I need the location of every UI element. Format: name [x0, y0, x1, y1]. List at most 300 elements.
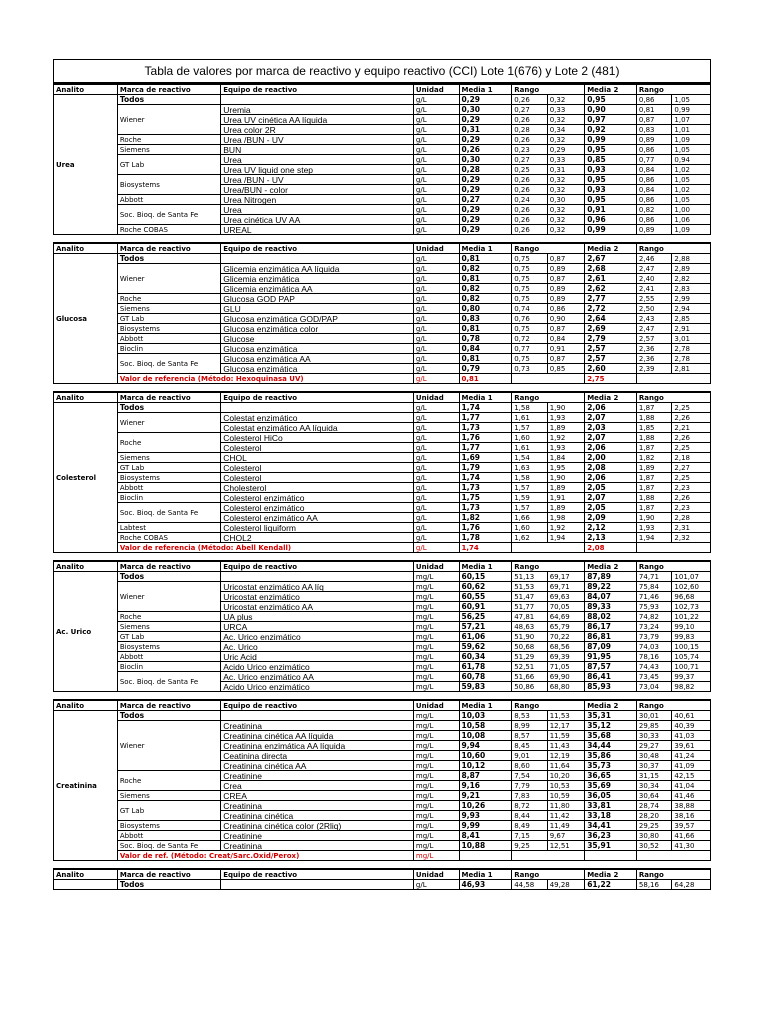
rango2-max-cell: 101,22	[672, 612, 711, 622]
rango2-min-cell: 30,64	[636, 791, 671, 801]
rango2-min-cell: 2,36	[636, 344, 671, 354]
rango1-min-cell: 51,77	[512, 602, 547, 612]
media2-cell: 87,57	[585, 662, 637, 672]
rango1-max-cell: 12,17	[547, 721, 585, 731]
table-row	[54, 195, 711, 205]
media2-cell: 87,89	[585, 572, 637, 582]
equipo-cell: GLU	[221, 304, 414, 314]
media1-cell: 8,41	[459, 831, 512, 841]
rango1-min-cell: 52,51	[512, 662, 547, 672]
marca-cell: GT Lab	[117, 155, 220, 175]
rango2-min-cell: 30,80	[636, 831, 671, 841]
table-row	[54, 433, 711, 443]
unidad-cell: g/L	[413, 334, 459, 344]
table-row	[54, 175, 711, 185]
equipo-cell	[221, 572, 414, 582]
media2-cell: 88,02	[585, 612, 637, 622]
rango2-min-cell: 2,41	[636, 284, 671, 294]
rango2-max-cell: 1,05	[672, 145, 711, 155]
header-rango2: Rango	[636, 700, 710, 711]
unidad-cell: mg/L	[413, 642, 459, 652]
header-media1: Media 1	[459, 869, 512, 880]
marca-cell: Roche	[117, 294, 220, 304]
rango1-max-cell: 0,31	[547, 165, 585, 175]
equipo-cell: UREAL	[221, 225, 414, 235]
equipo-cell: Colesterol HiCo	[221, 433, 414, 443]
rango2-max-cell: 2,26	[672, 413, 711, 423]
media2-cell: 35,73	[585, 761, 637, 771]
rango1-min-cell: 0,72	[512, 334, 547, 344]
header-marca: Marca de reactivo	[117, 84, 220, 95]
table-row	[54, 612, 711, 622]
media1-cell: 0,83	[459, 314, 512, 324]
rango2-max-cell: 41,46	[672, 791, 711, 801]
rango1-min-cell: 51,66	[512, 672, 547, 682]
media2-cell: 0,92	[585, 125, 637, 135]
equipo-cell: Colesterol	[221, 463, 414, 473]
equipo-cell: Urea	[221, 205, 414, 215]
unidad-cell: mg/L	[413, 622, 459, 632]
equipo-cell: Cholesterol	[221, 483, 414, 493]
table-row	[54, 662, 711, 672]
marca-cell: Roche	[117, 135, 220, 145]
rango2-min-cell: 0,77	[636, 155, 671, 165]
header-equipo: Equipo de reactivo	[221, 84, 414, 95]
marca-cell: Bioclin	[117, 493, 220, 503]
equipo-cell	[221, 403, 414, 413]
table-header-row	[54, 392, 711, 403]
rango2-min-cell: 78,16	[636, 652, 671, 662]
equipo-cell: Crea	[221, 781, 414, 791]
media2-cell: 2,60	[585, 364, 637, 374]
media2-cell: 2,79	[585, 334, 637, 344]
unidad-cell: mg/L	[413, 682, 459, 692]
rango1-min-cell: 51,47	[512, 592, 547, 602]
unidad-cell: mg/L	[413, 741, 459, 751]
rango2-min-cell: 30,34	[636, 781, 671, 791]
reference-unidad: mg/L	[413, 851, 459, 861]
marca-cell: Wiener	[117, 721, 220, 771]
reference-media1: 1,74	[459, 543, 512, 553]
unidad-cell: g/L	[413, 145, 459, 155]
media1-cell: 0,29	[459, 185, 512, 195]
media2-cell: 87,09	[585, 642, 637, 652]
unidad-cell: mg/L	[413, 841, 459, 851]
rango1-min-cell: 1,62	[512, 533, 547, 543]
rango1-max-cell: 0,33	[547, 155, 585, 165]
rango2-max-cell: 2,82	[672, 274, 711, 284]
rango1-min-cell: 8,44	[512, 811, 547, 821]
media2-cell: 0,99	[585, 135, 637, 145]
media2-cell: 0,95	[585, 145, 637, 155]
rango2-min-cell: 0,84	[636, 185, 671, 195]
analyte-table	[53, 242, 711, 384]
unidad-cell: mg/L	[413, 831, 459, 841]
unidad-cell: g/L	[413, 314, 459, 324]
rango2-min-cell: 30,37	[636, 761, 671, 771]
rango2-max-cell: 2,27	[672, 463, 711, 473]
rango2-max-cell: 2,81	[672, 364, 711, 374]
marca-cell: Abbott	[117, 652, 220, 662]
rango1-min-cell: 0,75	[512, 324, 547, 334]
rango2-max-cell: 2,26	[672, 493, 711, 503]
rango1-max-cell: 0,32	[547, 95, 585, 105]
rango2-min-cell: 2,50	[636, 304, 671, 314]
unidad-cell: g/L	[413, 513, 459, 523]
table-row	[54, 483, 711, 493]
media1-cell: 9,16	[459, 781, 512, 791]
unidad-cell: g/L	[413, 503, 459, 513]
rango2-max-cell: 38,88	[672, 801, 711, 811]
media1-cell: 0,81	[459, 254, 512, 264]
equipo-cell: Glicemia enzimática	[221, 274, 414, 284]
rango2-max-cell: 1,07	[672, 115, 711, 125]
rango2-min-cell: 2,36	[636, 354, 671, 364]
table-row	[54, 503, 711, 513]
header-rango2: Rango	[636, 561, 710, 572]
unidad-cell: mg/L	[413, 652, 459, 662]
media2-cell: 2,61	[585, 274, 637, 284]
media2-cell: 2,57	[585, 344, 637, 354]
marca-cell: Roche	[117, 771, 220, 791]
unidad-cell: g/L	[413, 105, 459, 115]
media2-cell: 2,64	[585, 314, 637, 324]
table-row	[54, 493, 711, 503]
rango1-max-cell: 1,89	[547, 423, 585, 433]
header-marca: Marca de reactivo	[117, 243, 220, 254]
marca-cell: Biosystems	[117, 821, 220, 831]
rango2-max-cell: 99,37	[672, 672, 711, 682]
rango1-min-cell: 44,58	[512, 880, 547, 890]
table-row	[54, 95, 711, 105]
table-row	[54, 771, 711, 781]
media2-cell: 2,06	[585, 443, 637, 453]
media2-cell: 0,99	[585, 225, 637, 235]
media2-cell: 35,12	[585, 721, 637, 731]
rango1-min-cell: 0,27	[512, 155, 547, 165]
marca-cell: Biosystems	[117, 324, 220, 334]
marca-cell: Abbott	[117, 831, 220, 841]
rango1-min-cell: 1,58	[512, 403, 547, 413]
equipo-cell: UA plus	[221, 612, 414, 622]
media1-cell: 8,87	[459, 771, 512, 781]
rango2-max-cell: 41,04	[672, 781, 711, 791]
rango2-min-cell: 2,46	[636, 254, 671, 264]
rango2-max-cell: 2,25	[672, 403, 711, 413]
media1-cell: 10,26	[459, 801, 512, 811]
media2-cell: 36,65	[585, 771, 637, 781]
marca-cell: Soc. Bioq. de Santa Fe	[117, 354, 220, 374]
equipo-cell: Creatinina enzimática AA líquida	[221, 741, 414, 751]
unidad-cell: g/L	[413, 264, 459, 274]
media1-cell: 0,81	[459, 324, 512, 334]
media2-cell: 0,97	[585, 115, 637, 125]
header-media1: Media 1	[459, 84, 512, 95]
rango1-max-cell: 1,95	[547, 463, 585, 473]
media1-cell: 0,31	[459, 125, 512, 135]
table-row	[54, 791, 711, 801]
header-marca: Marca de reactivo	[117, 869, 220, 880]
rango1-max-cell: 0,89	[547, 294, 585, 304]
media1-cell: 9,99	[459, 821, 512, 831]
reference-media1	[459, 851, 512, 861]
marca-cell: Todos	[117, 711, 220, 721]
media2-cell: 0,90	[585, 105, 637, 115]
header-analito: Analito	[54, 869, 118, 880]
rango2-max-cell: 2,32	[672, 533, 711, 543]
rango2-max-cell: 1,02	[672, 165, 711, 175]
equipo-cell: Ac. Urico enzimático AA	[221, 672, 414, 682]
unidad-cell: g/L	[413, 354, 459, 364]
equipo-cell: Urea cinética UV AA	[221, 215, 414, 225]
rango2-min-cell: 0,82	[636, 205, 671, 215]
rango1-min-cell: 0,75	[512, 354, 547, 364]
header-media2: Media 2	[585, 700, 637, 711]
media2-cell: 86,81	[585, 632, 637, 642]
rango1-max-cell: 0,85	[547, 364, 585, 374]
header-equipo: Equipo de reactivo	[221, 243, 414, 254]
rango2-max-cell: 100,15	[672, 642, 711, 652]
rango2-min-cell: 28,74	[636, 801, 671, 811]
unidad-cell: g/L	[413, 165, 459, 175]
rango2-min-cell: 2,47	[636, 264, 671, 274]
header-analito: Analito	[54, 561, 118, 572]
rango2-max-cell: 1,09	[672, 225, 711, 235]
document-sheet	[53, 59, 711, 890]
rango2-max-cell: 2,26	[672, 433, 711, 443]
equipo-cell: Creatinina	[221, 721, 414, 731]
rango1-max-cell: 12,19	[547, 751, 585, 761]
rango1-max-cell: 69,90	[547, 672, 585, 682]
rango2-min-cell: 58,16	[636, 880, 671, 890]
rango2-max-cell: 1,05	[672, 195, 711, 205]
rango2-max-cell: 1,01	[672, 125, 711, 135]
unidad-cell: mg/L	[413, 711, 459, 721]
media2-cell: 84,07	[585, 592, 637, 602]
marca-cell: Roche	[117, 612, 220, 622]
rango1-max-cell: 11,43	[547, 741, 585, 751]
table-row	[54, 334, 711, 344]
equipo-cell: Glucosa GOD PAP	[221, 294, 414, 304]
equipo-cell: Ceatinina directa	[221, 751, 414, 761]
rango2-min-cell: 1,94	[636, 533, 671, 543]
rango2-min-cell: 30,33	[636, 731, 671, 741]
equipo-cell: Glucose	[221, 334, 414, 344]
rango1-max-cell: 0,87	[547, 324, 585, 334]
media1-cell: 0,29	[459, 205, 512, 215]
marca-cell: Todos	[117, 95, 220, 105]
rango1-min-cell: 1,59	[512, 493, 547, 503]
rango1-max-cell: 1,93	[547, 413, 585, 423]
rango2-max-cell: 2,85	[672, 314, 711, 324]
table-row	[54, 642, 711, 652]
rango2-min-cell: 0,89	[636, 135, 671, 145]
equipo-cell: Uricostat enzimático AA líq	[221, 582, 414, 592]
unidad-cell: g/L	[413, 185, 459, 195]
rango2-max-cell: 42,15	[672, 771, 711, 781]
analito-cell: Colesterol	[54, 403, 118, 553]
table-row	[54, 801, 711, 811]
marca-cell: Todos	[117, 403, 220, 413]
equipo-cell: Colesterol	[221, 473, 414, 483]
rango1-max-cell: 0,32	[547, 115, 585, 125]
media2-cell: 85,93	[585, 682, 637, 692]
rango2-max-cell: 105,74	[672, 652, 711, 662]
table-header-row	[54, 243, 711, 254]
equipo-cell: CHOL	[221, 453, 414, 463]
equipo-cell: Glucosa enzimática	[221, 344, 414, 354]
equipo-cell: Uricostat enzimático AA	[221, 602, 414, 612]
equipo-cell: Acido Urico enzimático	[221, 662, 414, 672]
equipo-cell: Glucosa enzimática color	[221, 324, 414, 334]
reference-rango2-empty	[636, 374, 710, 384]
rango2-min-cell: 1,87	[636, 403, 671, 413]
rango1-min-cell: 8,72	[512, 801, 547, 811]
rango1-max-cell: 0,32	[547, 225, 585, 235]
rango1-max-cell: 1,89	[547, 483, 585, 493]
media1-cell: 60,91	[459, 602, 512, 612]
media1-cell: 1,78	[459, 533, 512, 543]
marca-cell: Abbott	[117, 483, 220, 493]
media1-cell: 0,81	[459, 274, 512, 284]
equipo-cell: Creatinina	[221, 841, 414, 851]
table-row	[54, 632, 711, 642]
rango1-max-cell: 1,94	[547, 533, 585, 543]
rango2-max-cell: 41,03	[672, 731, 711, 741]
rango1-max-cell: 0,87	[547, 274, 585, 284]
rango2-min-cell: 1,85	[636, 423, 671, 433]
unidad-cell: g/L	[413, 125, 459, 135]
rango2-min-cell: 73,24	[636, 622, 671, 632]
header-media2: Media 2	[585, 392, 637, 403]
rango2-max-cell: 40,61	[672, 711, 711, 721]
rango2-max-cell: 2,25	[672, 443, 711, 453]
media2-cell: 2,03	[585, 423, 637, 433]
rango1-min-cell: 0,76	[512, 314, 547, 324]
rango2-min-cell: 29,85	[636, 721, 671, 731]
table-row	[54, 314, 711, 324]
rango1-min-cell: 1,63	[512, 463, 547, 473]
unidad-cell: mg/L	[413, 592, 459, 602]
equipo-cell: Colesterol liquiform	[221, 523, 414, 533]
media2-cell: 0,93	[585, 185, 637, 195]
media2-cell: 0,91	[585, 205, 637, 215]
equipo-cell: Urea /BUN - UV	[221, 175, 414, 185]
rango1-min-cell: 0,26	[512, 205, 547, 215]
reference-rango1-empty	[512, 374, 585, 384]
rango2-min-cell: 74,43	[636, 662, 671, 672]
rango1-max-cell: 0,91	[547, 344, 585, 354]
media2-cell: 86,41	[585, 672, 637, 682]
rango1-max-cell: 1,91	[547, 493, 585, 503]
header-marca: Marca de reactivo	[117, 392, 220, 403]
equipo-cell: BUN	[221, 145, 414, 155]
header-unidad: Unidad	[413, 392, 459, 403]
rango1-min-cell: 0,25	[512, 165, 547, 175]
rango1-min-cell: 1,54	[512, 453, 547, 463]
rango1-min-cell: 1,60	[512, 433, 547, 443]
rango1-max-cell: 0,32	[547, 215, 585, 225]
rango1-min-cell: 0,27	[512, 105, 547, 115]
rango2-min-cell: 0,86	[636, 215, 671, 225]
rango1-min-cell: 1,57	[512, 423, 547, 433]
rango2-max-cell: 39,57	[672, 821, 711, 831]
rango1-max-cell: 0,89	[547, 284, 585, 294]
rango2-min-cell: 0,86	[636, 95, 671, 105]
unidad-cell: mg/L	[413, 781, 459, 791]
rango1-max-cell: 1,93	[547, 443, 585, 453]
media1-cell: 0,29	[459, 175, 512, 185]
header-unidad: Unidad	[413, 700, 459, 711]
rango2-max-cell: 99,83	[672, 632, 711, 642]
unidad-cell: mg/L	[413, 761, 459, 771]
media1-cell: 0,29	[459, 215, 512, 225]
reference-unidad: g/L	[413, 543, 459, 553]
rango1-max-cell: 0,34	[547, 125, 585, 135]
marca-cell: Soc. Bioq. de Santa Fe	[117, 672, 220, 692]
rango1-max-cell: 11,42	[547, 811, 585, 821]
rango1-max-cell: 0,32	[547, 185, 585, 195]
marca-cell: Biosystems	[117, 175, 220, 195]
media2-cell: 0,95	[585, 95, 637, 105]
marca-cell: Todos	[117, 880, 220, 890]
table-row	[54, 880, 711, 890]
unidad-cell: mg/L	[413, 821, 459, 831]
rango2-max-cell: 100,71	[672, 662, 711, 672]
media1-cell: 1,79	[459, 463, 512, 473]
media1-cell: 0,29	[459, 95, 512, 105]
equipo-cell: Ac. Urico enzimático	[221, 632, 414, 642]
rango2-min-cell: 1,88	[636, 413, 671, 423]
unidad-cell: g/L	[413, 533, 459, 543]
media2-cell: 2,69	[585, 324, 637, 334]
rango2-min-cell: 75,93	[636, 602, 671, 612]
rango2-max-cell: 102,60	[672, 582, 711, 592]
media1-cell: 1,73	[459, 483, 512, 493]
unidad-cell: mg/L	[413, 572, 459, 582]
table-row	[54, 155, 711, 165]
rango1-min-cell: 0,26	[512, 135, 547, 145]
equipo-cell: Uric Acid	[221, 652, 414, 662]
media1-cell: 0,29	[459, 115, 512, 125]
table-row	[54, 294, 711, 304]
rango2-min-cell: 2,57	[636, 334, 671, 344]
rango1-max-cell: 1,92	[547, 433, 585, 443]
marca-cell: Roche	[117, 433, 220, 453]
media1-cell: 59,62	[459, 642, 512, 652]
rango1-min-cell: 9,01	[512, 751, 547, 761]
table-row	[54, 145, 711, 155]
media1-cell: 0,29	[459, 225, 512, 235]
header-rango1: Rango	[512, 561, 585, 572]
media2-cell: 35,69	[585, 781, 637, 791]
equipo-cell: Creatinine	[221, 771, 414, 781]
marca-cell: Siemens	[117, 304, 220, 314]
rango1-min-cell: 0,26	[512, 215, 547, 225]
equipo-cell: Colesterol enzimático AA	[221, 513, 414, 523]
media1-cell: 60,62	[459, 582, 512, 592]
media2-cell: 86,17	[585, 622, 637, 632]
rango1-max-cell: 69,17	[547, 572, 585, 582]
media1-cell: 1,76	[459, 433, 512, 443]
media1-cell: 0,84	[459, 344, 512, 354]
media2-cell: 0,95	[585, 175, 637, 185]
marca-cell: Siemens	[117, 453, 220, 463]
rango2-min-cell: 0,89	[636, 225, 671, 235]
table-header-row	[54, 869, 711, 880]
equipo-cell: URCA	[221, 622, 414, 632]
rango2-max-cell: 1,02	[672, 185, 711, 195]
